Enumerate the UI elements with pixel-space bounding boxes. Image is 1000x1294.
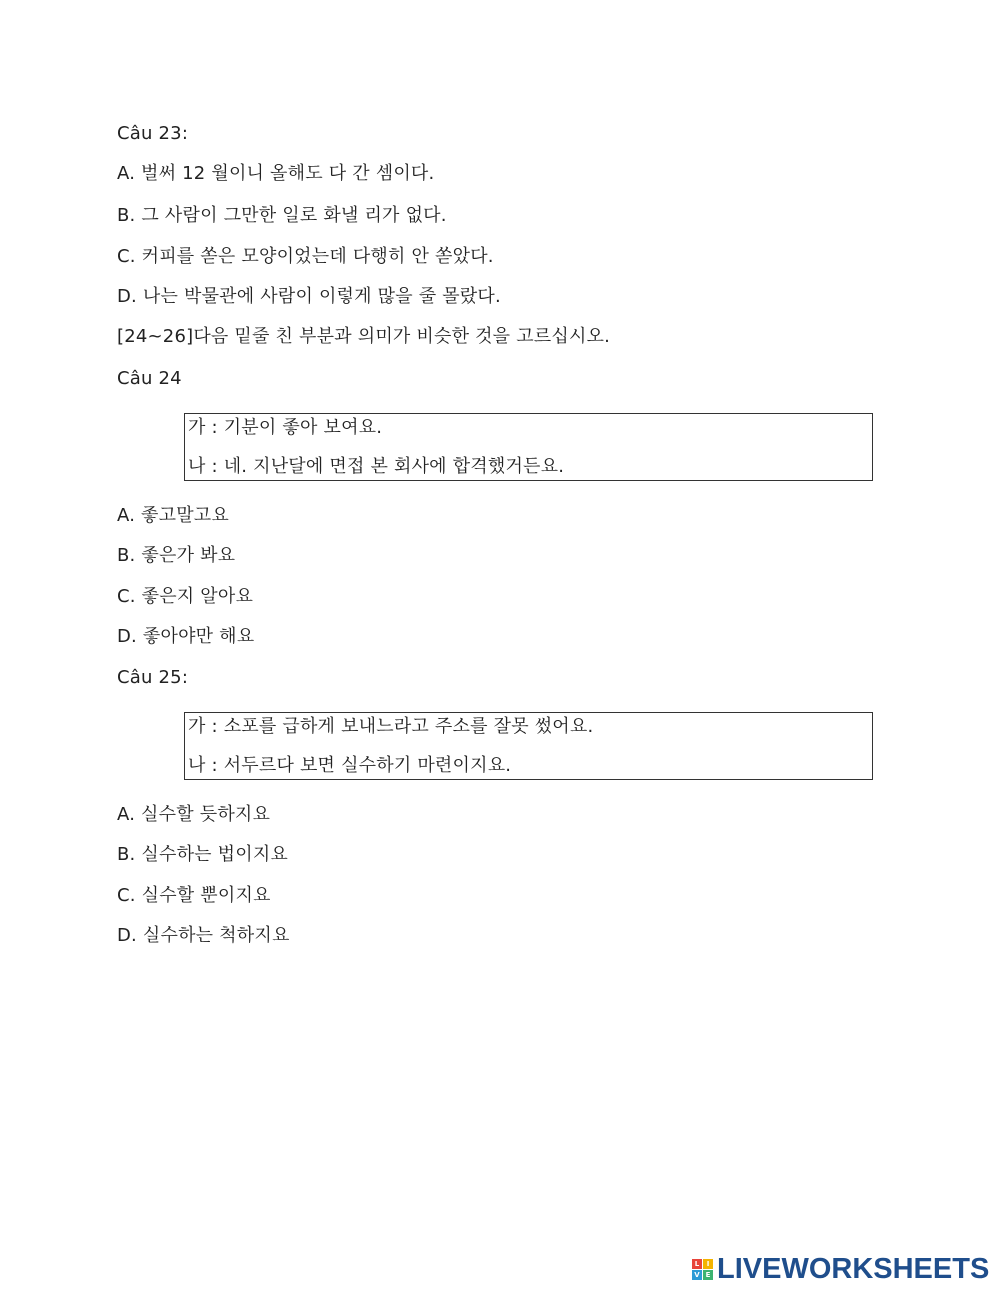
- question-24-option-c[interactable]: C. 좋은지 알아요: [117, 586, 254, 607]
- question-24-dialog-line-2: 나 : 네. 지난달에 면접 본 회사에 합격했거든요.: [188, 456, 565, 477]
- logo-block-e: E: [703, 1270, 713, 1280]
- logo-block-l: L: [692, 1259, 702, 1269]
- question-25-dialog-line-2: 나 : 서두르다 보면 실수하기 마련이지요.: [188, 755, 512, 776]
- question-25-title: Câu 25:: [117, 667, 189, 688]
- question-25-dialog-box: [184, 712, 873, 780]
- question-23-option-c[interactable]: C. 커피를 쏟은 모양이었는데 다행히 안 쏟았다.: [117, 246, 494, 267]
- question-24-option-b[interactable]: B. 좋은가 봐요: [117, 545, 236, 566]
- logo-wordmark: LIVEWORKSHEETS: [717, 1253, 990, 1285]
- logo-block-v: V: [692, 1270, 702, 1280]
- question-24-option-d[interactable]: D. 좋아야만 해요: [117, 626, 255, 647]
- question-25-option-a[interactable]: A. 실수할 듯하지요: [117, 804, 271, 825]
- logo-blocks-icon: [692, 1259, 713, 1280]
- question-25-option-b[interactable]: B. 실수하는 법이지요: [117, 844, 289, 865]
- question-24-dialog-box: [184, 413, 873, 481]
- question-25-dialog-line-1: 가 : 소포를 급하게 보내느라고 주소를 잘못 썼어요.: [188, 716, 594, 737]
- logo-block-i: I: [703, 1259, 713, 1269]
- question-25-option-c[interactable]: C. 실수할 뿐이지요: [117, 885, 271, 906]
- question-25-option-d[interactable]: D. 실수하는 척하지요: [117, 925, 290, 946]
- liveworksheets-logo: [692, 1254, 989, 1284]
- section-instruction: [24~26]다음 밑줄 친 부분과 의미가 비슷한 것을 고르십시오.: [117, 326, 611, 347]
- question-23-title: Câu 23:: [117, 123, 189, 144]
- question-24-title: Câu 24: [117, 368, 182, 389]
- question-23-option-b[interactable]: B. 그 사람이 그만한 일로 화낼 리가 없다.: [117, 205, 447, 226]
- question-23-option-a[interactable]: A. 벌써 12 월이니 올해도 다 간 셈이다.: [117, 163, 435, 184]
- question-24-option-a[interactable]: A. 좋고말고요: [117, 505, 229, 526]
- question-24-dialog-line-1: 가 : 기분이 좋아 보여요.: [188, 417, 383, 438]
- question-23-option-d[interactable]: D. 나는 박물관에 사람이 이렇게 많을 줄 몰랐다.: [117, 286, 501, 307]
